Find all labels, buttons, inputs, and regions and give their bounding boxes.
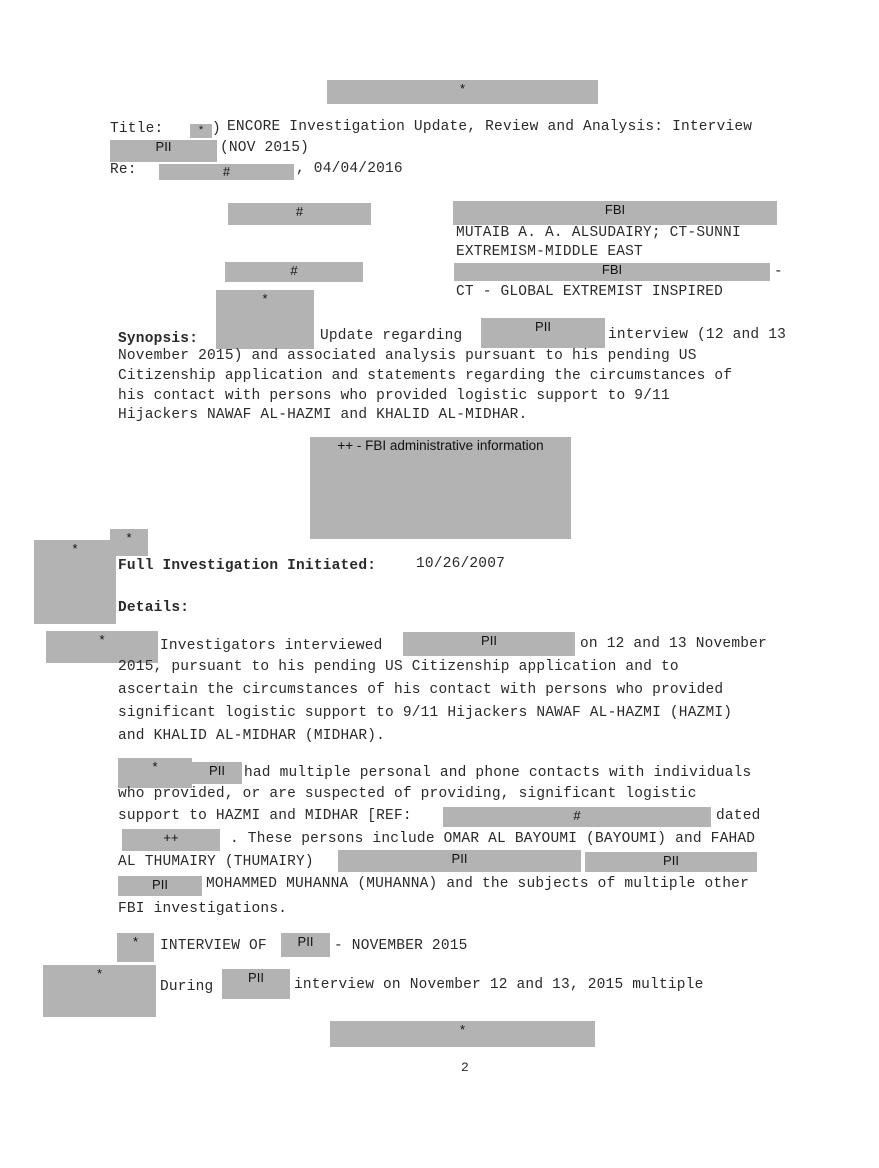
details-p2-redaction-plusplus: ++ — [122, 829, 220, 851]
re-redaction-hash: # — [159, 164, 294, 180]
p3-text-b: interview on November 12 and 13, 2015 multiple — [294, 977, 704, 993]
p3-redaction-pii: PII — [222, 969, 290, 999]
details-p1-redaction-pii: PII — [403, 632, 575, 656]
subject-redaction-1: FBI — [453, 201, 777, 225]
subject-caption-1a: MUTAIB A. A. ALSUDAIRY; CT-SUNNI — [456, 225, 741, 241]
p3-text-a: During — [160, 979, 214, 995]
details-label: Details: — [118, 600, 190, 616]
heading-text-b: - NOVEMBER 2015 — [334, 938, 468, 954]
synopsis-redaction-box: * — [216, 290, 314, 349]
title-redaction-pii: PII — [110, 140, 217, 162]
title-date: (NOV 2015) — [220, 140, 310, 156]
details-p2-redaction-pii-3: PII — [585, 852, 757, 872]
synopsis-text-3: Citizenship application and statements regarding the circumstances of — [118, 368, 733, 384]
details-p2-redaction-hash: # — [443, 807, 711, 827]
header-redaction: * — [327, 80, 598, 104]
details-p2-2: who provided, or are suspected of providing, significant logistic — [118, 786, 697, 802]
title-paren: ) — [212, 121, 221, 137]
synopsis-text-2: November 2015) and associated analysis pursuant to his pending US — [118, 348, 697, 364]
investigation-date: 10/26/2007 — [416, 556, 506, 572]
margin-redaction-1: * — [110, 529, 148, 556]
details-p2-7: FBI investigations. — [118, 901, 288, 917]
re-label: Re: — [110, 162, 137, 178]
heading-redaction-star: * — [117, 933, 154, 962]
title-text: ENCORE Investigation Update, Review and Analysis: Interview — [227, 119, 753, 135]
re-date: , 04/04/2016 — [296, 161, 403, 177]
synopsis-label: Synopsis: — [118, 331, 199, 347]
details-p2-4: . These persons include OMAR AL BAYOUMI (BAYOUMI) and FAHAD — [230, 831, 756, 847]
subject-caption-2-dash: - — [774, 264, 783, 280]
synopsis-text-1a: Update regarding — [320, 328, 463, 344]
page-number: 2 — [461, 1060, 470, 1075]
details-p2-6: MOHAMMED MUHANNA (MUHANNA) and the subjects of multiple other — [206, 876, 749, 892]
details-p1-1a: Investigators interviewed — [160, 638, 383, 654]
details-p1-3: ascertain the circumstances of his contact with persons who provided — [118, 682, 724, 698]
details-p2-3b: dated — [716, 808, 761, 824]
details-p2-redaction-pii-2: PII — [338, 850, 581, 872]
details-p1-2: 2015, pursuant to his pending US Citizenship application and to — [118, 659, 679, 675]
details-p1-4: significant logistic support to 9/11 Hijackers NAWAF AL-HAZMI (HAZMI) — [118, 705, 733, 721]
details-p1-1b: on 12 and 13 November — [580, 636, 767, 652]
admin-info-redaction: ++ - FBI administrative information — [310, 437, 571, 539]
investigation-label: Full Investigation Initiated: — [118, 558, 377, 574]
details-p2-redaction-pii: PII — [192, 762, 242, 784]
case-redaction-2: # — [225, 262, 363, 282]
details-margin-redaction: * — [46, 631, 158, 663]
heading-redaction-pii: PII — [281, 933, 330, 957]
synopsis-redaction-pii: PII — [481, 318, 605, 348]
details-p2-redaction-pii-4: PII — [118, 876, 202, 896]
details-p2-1: had multiple personal and phone contacts with individuals — [244, 765, 752, 781]
details-p2-redaction-star: * — [118, 758, 192, 788]
case-redaction-1: # — [228, 203, 371, 225]
subject-caption-2: CT - GLOBAL EXTREMIST INSPIRED — [456, 284, 724, 300]
synopsis-text-1b: interview (12 and 13 — [608, 327, 787, 343]
heading-text-a: INTERVIEW OF — [160, 938, 267, 954]
details-p2-5: AL THUMAIRY (THUMAIRY) — [118, 854, 314, 870]
subject-caption-1b: EXTREMISM-MIDDLE EAST — [456, 244, 643, 260]
p3-margin-redaction: * — [43, 965, 156, 1017]
synopsis-text-5: Hijackers NAWAF AL-HAZMI and KHALID AL-MIDHAR. — [118, 407, 528, 423]
synopsis-text-4: his contact with persons who provided logistic support to 9/11 — [118, 388, 670, 404]
margin-redaction-2: * — [34, 540, 116, 624]
title-redaction-1: * — [190, 124, 212, 138]
details-p2-3a: support to HAZMI and MIDHAR [REF: — [118, 808, 412, 824]
details-p1-5: and KHALID AL-MIDHAR (MIDHAR). — [118, 728, 386, 744]
title-label: Title: — [110, 121, 164, 137]
footer-redaction: * — [330, 1021, 595, 1047]
subject-redaction-2: FBI — [454, 263, 770, 281]
